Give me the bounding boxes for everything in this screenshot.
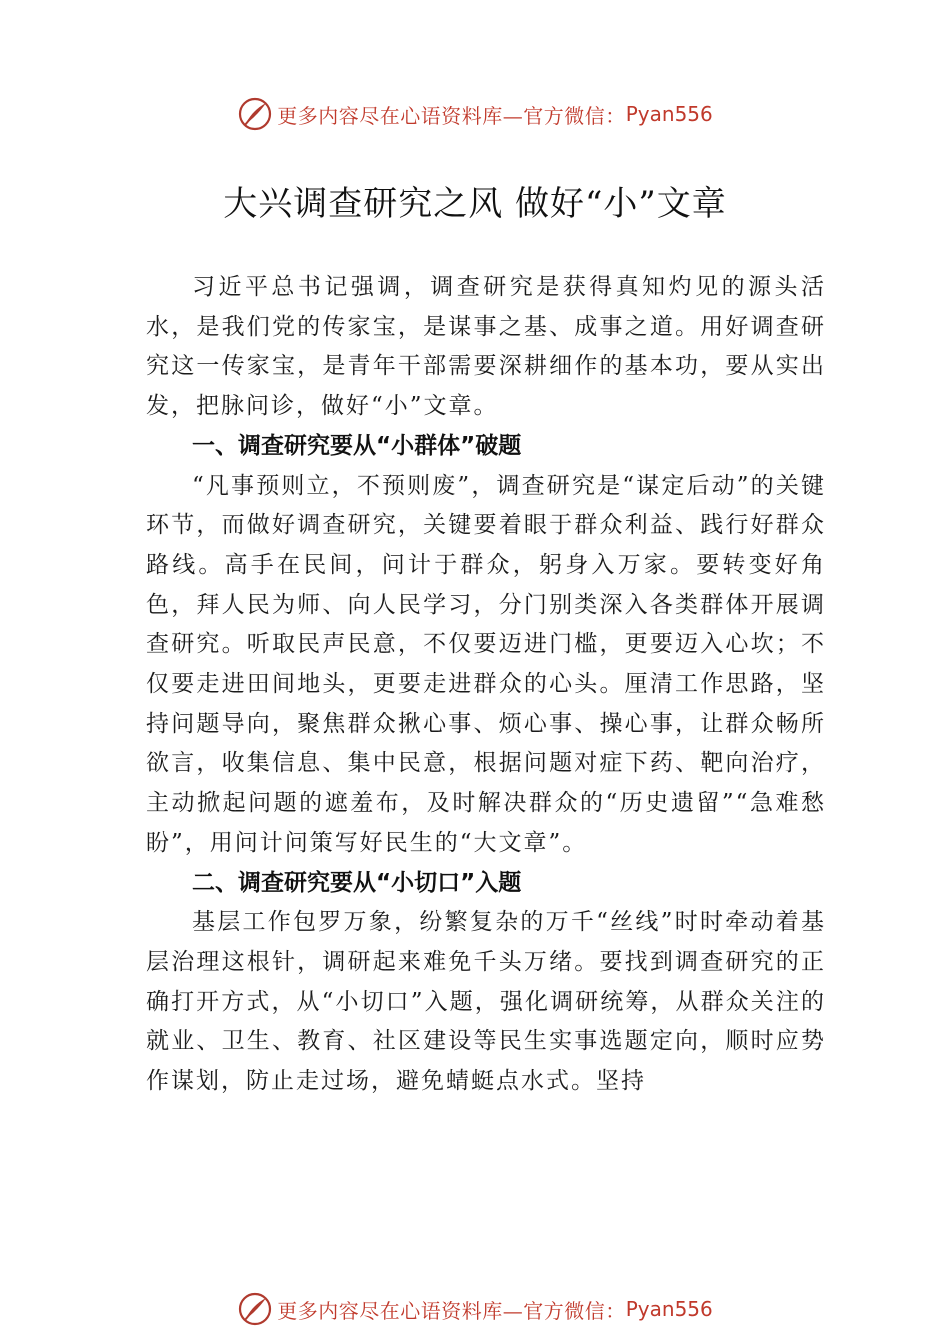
watermark-banner-top [0, 94, 950, 134]
watermark-account: Pyan556 [625, 102, 713, 126]
document-title: 大兴调查研究之风 做好“小”文章 [223, 184, 727, 224]
watermark-text: 更多内容尽在心语资料库—官方微信： [277, 103, 626, 128]
section-heading: 一、调查研究要从“小群体”破题 [192, 432, 522, 459]
section-heading: 二、调查研究要从“小切口”入题 [192, 869, 522, 896]
quill-logo-icon [237, 1291, 273, 1327]
paragraph: 基层工作包罗万象，纷繁复杂的万千“丝线”时时牵动着基层治理这根针，调研起来难免千头万绪。要找到调查研究的正确打开方式，从“小切口”入题，强化调研统筹，从群众关注的就业、卫生、教育、社区建设等民生实事选题定向，顺时应势作谋划，防止走过场，避免蜻蜓点水式。坚持 [146, 909, 826, 1095]
quill-logo-icon [237, 96, 273, 132]
paragraph: “凡事预则立，不预则废”，调查研究是“谋定后动”的关键环节，而做好调查研究，关键要着眼于群众利益、践行好群众路线。高手在民间，问计于群众，躬身入万家。要转变好角色，拜人民为师、向人民学习，分门别类深入各类群体开展调查研究。听取民声民意，不仅要迈进门槛，更要迈入心坎；不仅要走进田间地头，更要走进群众的心头。厘清工作思路，坚持问题导向，聚焦群众揪心事、烦心事、操心事，让群众畅所欲言，收集信息、集中民意，根据问题对症下药、靶向治疗，主动掀起问题的遮羞布，及时解决群众的“历史遗留”“急难愁盼”，用问计问策写好民生的“大文章”。 [146, 472, 826, 856]
watermark-text: 更多内容尽在心语资料库—官方微信： [277, 1298, 626, 1323]
watermark-account: Pyan556 [625, 1297, 713, 1321]
paragraph: 习近平总书记强调，调查研究是获得真知灼见的源头活水，是我们党的传家宝，是谋事之基、成事之道。用好调查研究这一传家宝，是青年干部需要深耕细作的基本功，要从实出发，把脉问诊，做好“小”文章。 [146, 274, 826, 420]
watermark-banner-bottom [0, 1289, 950, 1329]
document-body [146, 268, 826, 1102]
